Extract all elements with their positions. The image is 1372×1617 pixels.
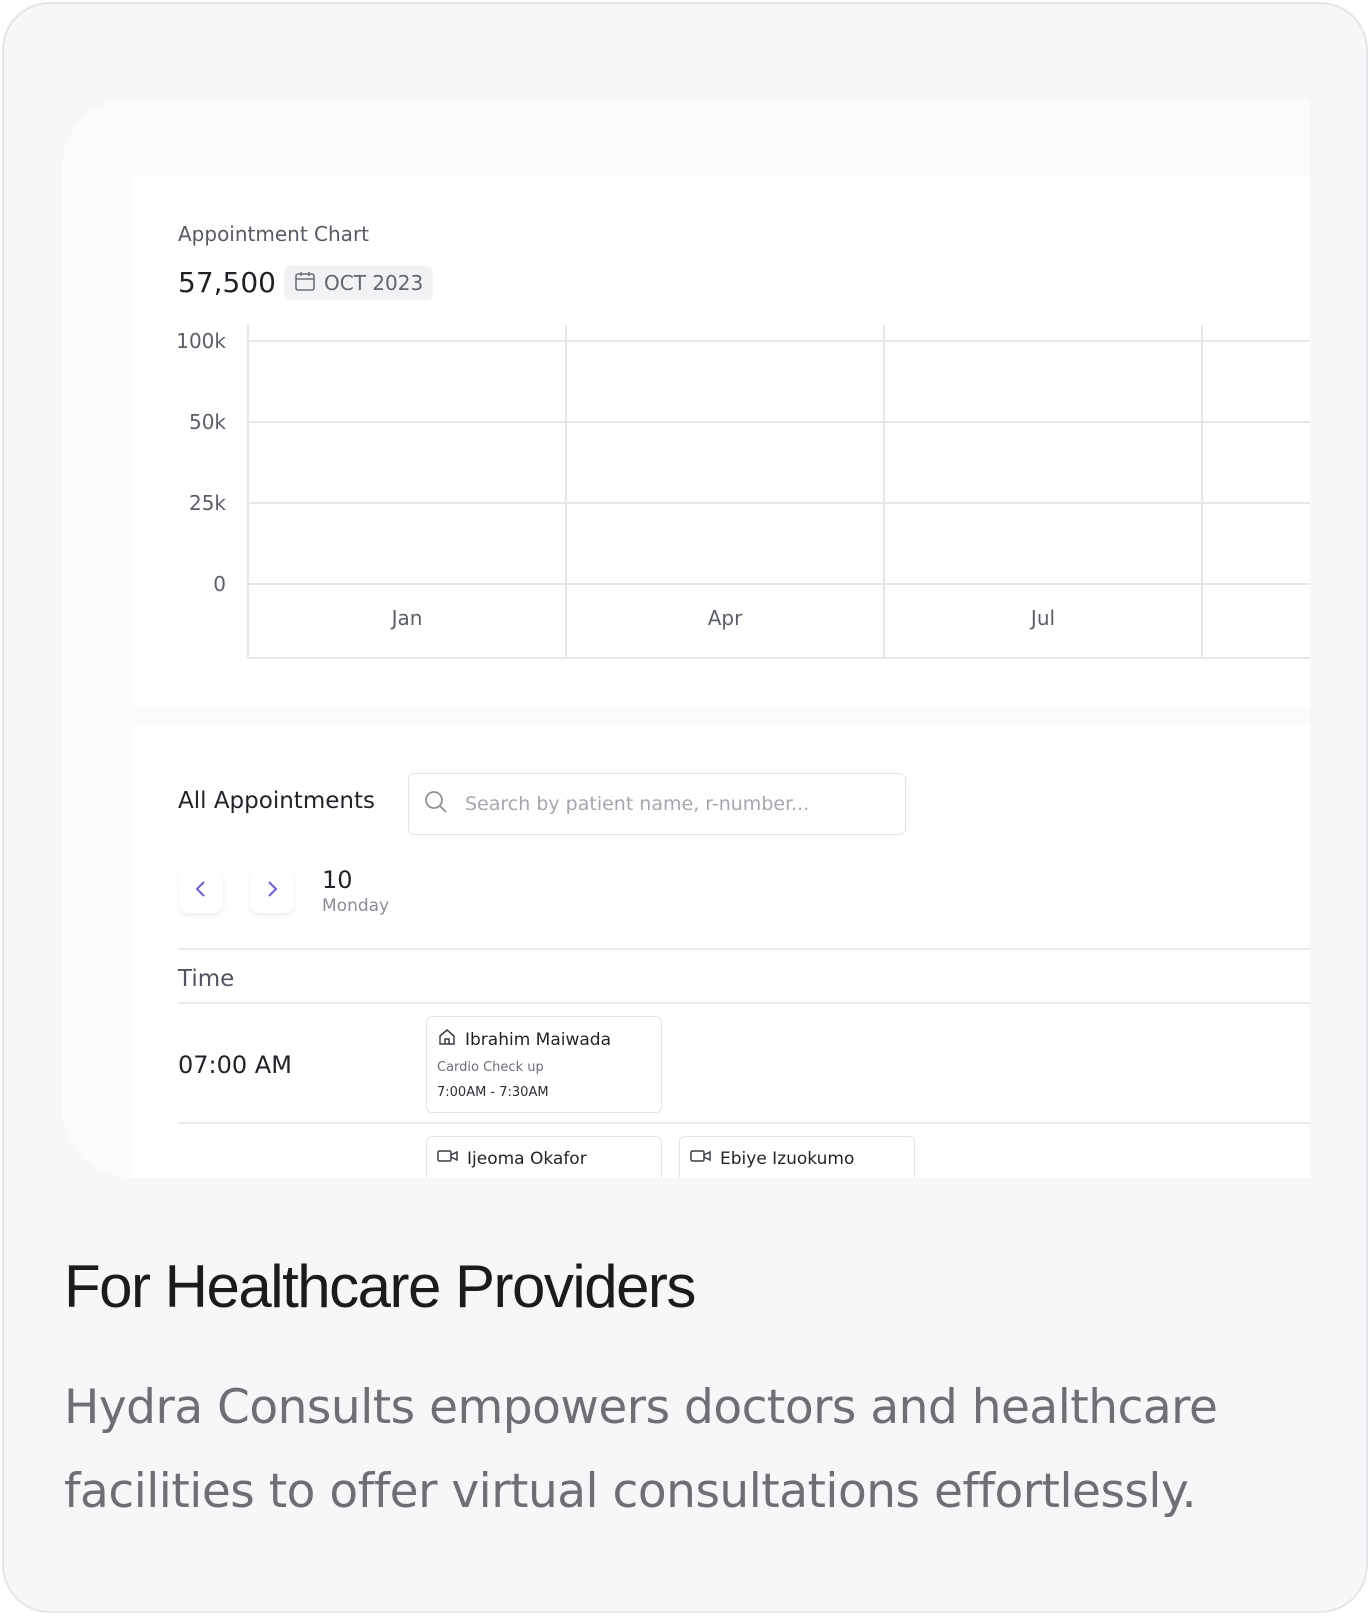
x-tick-label: Jul	[1030, 606, 1056, 630]
x-tick-label: Jan	[391, 606, 423, 630]
date-filter-chip[interactable]	[284, 266, 433, 300]
time-slot-label: 07:00 AM	[178, 1051, 292, 1079]
time-column-header: Time	[178, 966, 235, 992]
patient-name: Ebiye Izuokumo	[720, 1148, 855, 1169]
section-description: Hydra Consults empowers doctors and healthcare facilities to offer virtual consultations effortlessly.	[64, 1380, 1218, 1519]
divider	[178, 948, 1310, 950]
y-tick-label: 100k	[176, 329, 226, 353]
all-appointments-title: All Appointments	[178, 788, 375, 814]
appointment-card[interactable]	[426, 1136, 662, 1178]
appointment-card[interactable]	[426, 1016, 662, 1113]
section-heading: For Healthcare Providers	[64, 1253, 695, 1320]
next-day-button[interactable]	[250, 869, 294, 913]
divider	[178, 1122, 1310, 1124]
x-tick-label: Apr	[707, 606, 743, 630]
divider	[178, 1002, 1310, 1004]
video-icon	[690, 1147, 712, 1170]
patient-name: Ijeoma Okafor	[467, 1148, 587, 1169]
appointment-time-range: 7:00AM - 7:30AM	[437, 1085, 549, 1100]
date-chip-label: OCT 2023	[324, 271, 424, 295]
previous-day-button[interactable]	[179, 869, 223, 913]
home-icon	[437, 1027, 457, 1052]
y-tick-label: 50k	[188, 410, 226, 434]
patient-name: Ibrahim Maiwada	[465, 1029, 612, 1050]
appointment-total: 57,500	[178, 266, 276, 299]
calendar-icon	[294, 270, 316, 297]
appointment-card[interactable]	[679, 1136, 915, 1178]
chevron-left-icon	[191, 879, 211, 903]
appointment-type: Cardio Check up	[437, 1060, 544, 1075]
patient-search[interactable]	[408, 773, 906, 835]
y-tick-label: 25k	[188, 491, 226, 515]
search-input[interactable]	[463, 792, 887, 816]
chart-title: Appointment Chart	[178, 222, 370, 246]
day-number: 10	[322, 866, 353, 894]
appointment-row-clip	[420, 1130, 940, 1178]
chevron-right-icon	[262, 879, 282, 903]
day-name: Monday	[322, 896, 390, 916]
y-tick-label: 0	[213, 572, 226, 596]
search-icon	[423, 789, 449, 819]
appointment-chart	[170, 325, 1310, 665]
video-icon	[437, 1147, 459, 1170]
